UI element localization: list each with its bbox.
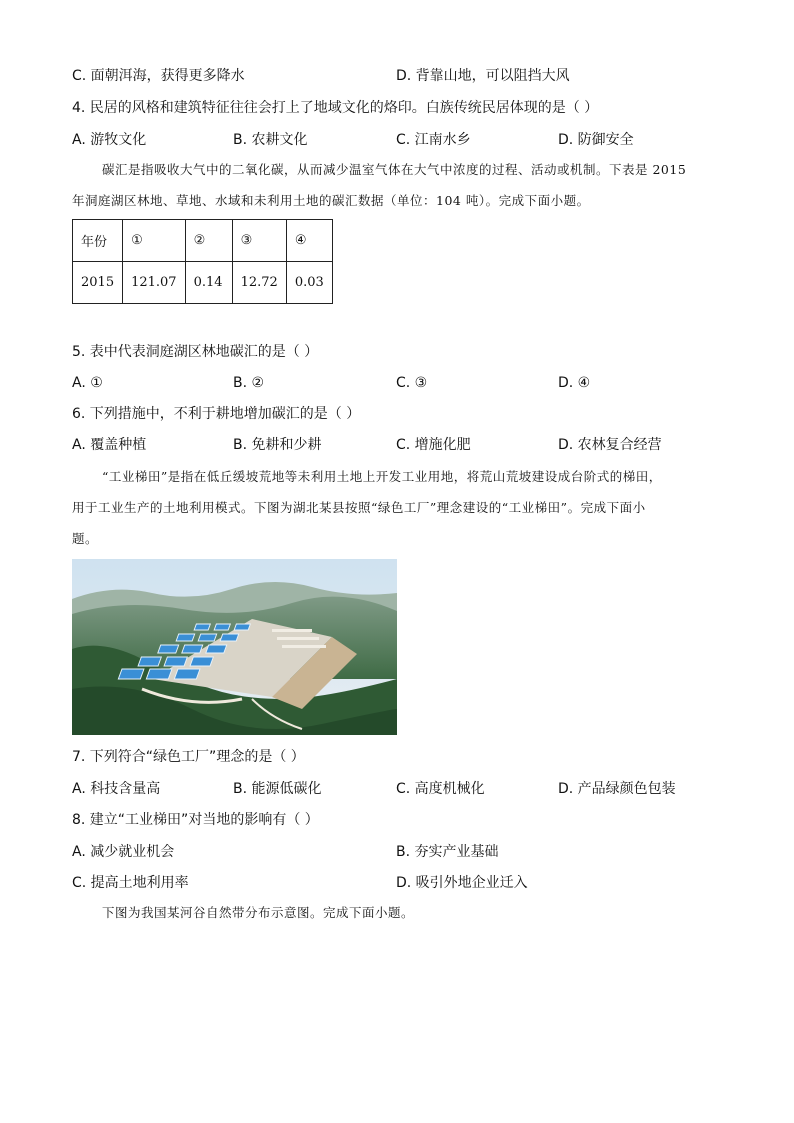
table-cell: 0.03 [286, 262, 332, 304]
q4-option-a: A. 游牧文化 [72, 132, 147, 148]
q6-stem: 6. 下列措施中，不利于耕地增加碳汇的是（ ） [72, 406, 361, 422]
q8-stem: 8. 建立“工业梯田”对当地的影响有（ ） [72, 812, 319, 828]
table-header-cell: ③ [232, 220, 286, 262]
q8-option-c: C. 提高土地利用率 [72, 875, 189, 891]
q4-option-b: B. 农耕文化 [233, 132, 308, 148]
q6-option-d: D. 农林复合经营 [558, 437, 662, 453]
q4-option-d: D. 防御安全 [558, 132, 634, 148]
table-row [73, 262, 333, 304]
q7-option-a: A. 科技含量高 [72, 781, 161, 797]
passage2-line2: 用于工业生产的土地利用模式。下图为湖北某县按照“绿色工厂”理念建设的“工业梯田”。完成下面小 [72, 500, 646, 515]
q5-option-a: A. ① [72, 375, 103, 391]
q7-option-c: C. 高度机械化 [396, 781, 485, 797]
table-header-cell: ④ [286, 220, 332, 262]
q6-option-a: A. 覆盖种植 [72, 437, 147, 453]
q8-option-d: D. 吸引外地企业迁入 [396, 875, 528, 891]
q7-option-d: D. 产品绿颜色包装 [558, 781, 676, 797]
q5-option-c: C. ③ [396, 375, 428, 391]
table-header-cell: ② [185, 220, 232, 262]
q5-option-d: D. ④ [558, 375, 591, 391]
q4-stem: 4. 民居的风格和建筑特征往往会打上了地域文化的烙印。白族传统民居体现的是（ ） [72, 100, 599, 116]
q3-option-c: C. 面朝洱海，获得更多降水 [72, 68, 245, 84]
q5-stem: 5. 表中代表洞庭湖区林地碳汇的是（ ） [72, 344, 319, 360]
table-header-cell: ① [123, 220, 186, 262]
passage1-line1: 碳汇是指吸收大气中的二氧化碳，从而减少温室气体在大气中浓度的过程、活动或机制。下表是 2015 [102, 162, 687, 177]
table-cell: 12.72 [232, 262, 286, 304]
q7-option-b: B. 能源低碳化 [233, 781, 322, 797]
q4-option-c: C. 江南水乡 [396, 132, 471, 148]
passage2-line1: “工业梯田”是指在低丘缓坡荒地等未利用土地上开发工业用地，将荒山荒坡建设成台阶式的梯田， [102, 469, 662, 484]
q5-option-b: B. ② [233, 375, 265, 391]
passage1-line2: 年洞庭湖区林地、草地、水域和未利用土地的碳汇数据（单位：104 吨）。完成下面小题。 [72, 193, 590, 208]
carbon-sink-table [72, 219, 333, 304]
passage2-line3: 题。 [72, 531, 99, 546]
q6-option-b: B. 免耕和少耕 [233, 437, 322, 453]
table-header-cell: 年份 [73, 220, 123, 262]
q8-option-a: A. 减少就业机会 [72, 844, 175, 860]
q3-option-d: D. 背靠山地，可以阻挡大风 [396, 68, 570, 84]
table-cell: 0.14 [185, 262, 232, 304]
industrial-terrace-photo [72, 559, 397, 735]
q6-option-c: C. 增施化肥 [396, 437, 471, 453]
table-cell: 121.07 [123, 262, 186, 304]
q8-option-b: B. 夯实产业基础 [396, 844, 499, 860]
table-cell: 2015 [73, 262, 123, 304]
passage3-line1: 下图为我国某河谷自然带分布示意图。完成下面小题。 [102, 905, 415, 920]
table-header-row [73, 220, 333, 262]
q7-stem: 7. 下列符合“绿色工厂”理念的是（ ） [72, 749, 305, 765]
